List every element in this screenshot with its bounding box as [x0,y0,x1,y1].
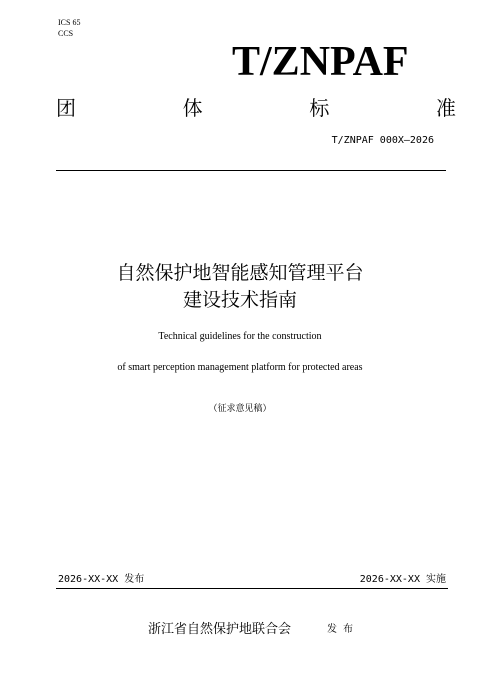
english-title-line-2: of smart perception management platform for protected areas [117,362,363,373]
draft-status: （征求意见稿） [208,404,272,414]
standard-type-char: 体 [182,96,203,120]
ics-code: ICS 65 [58,18,81,27]
footer-divider [56,588,448,589]
english-title-line-1: Technical guidelines for the construction [158,331,322,342]
standard-type-char: 准 [435,96,456,120]
ccs-code: CCS [58,29,74,38]
publish-label: 发布 [327,624,359,635]
standard-code-title: T/ZNPAF [232,39,409,85]
publisher-name: 浙江省自然保护地联合会 [148,622,292,637]
standard-type-heading [56,95,456,121]
standard-type-char: 团 [56,96,76,120]
implementation-date: 2026-XX-XX 实施 [359,574,446,585]
header-divider [56,170,446,171]
issue-date: 2026-XX-XX 发布 [58,574,145,585]
standard-number: T/ZNPAF 000X—2026 [331,135,434,146]
chinese-title-line-1: 自然保护地智能感知管理平台 [116,262,364,284]
standard-type-char: 标 [309,96,330,120]
chinese-title-line-2: 建设技术指南 [182,289,297,311]
